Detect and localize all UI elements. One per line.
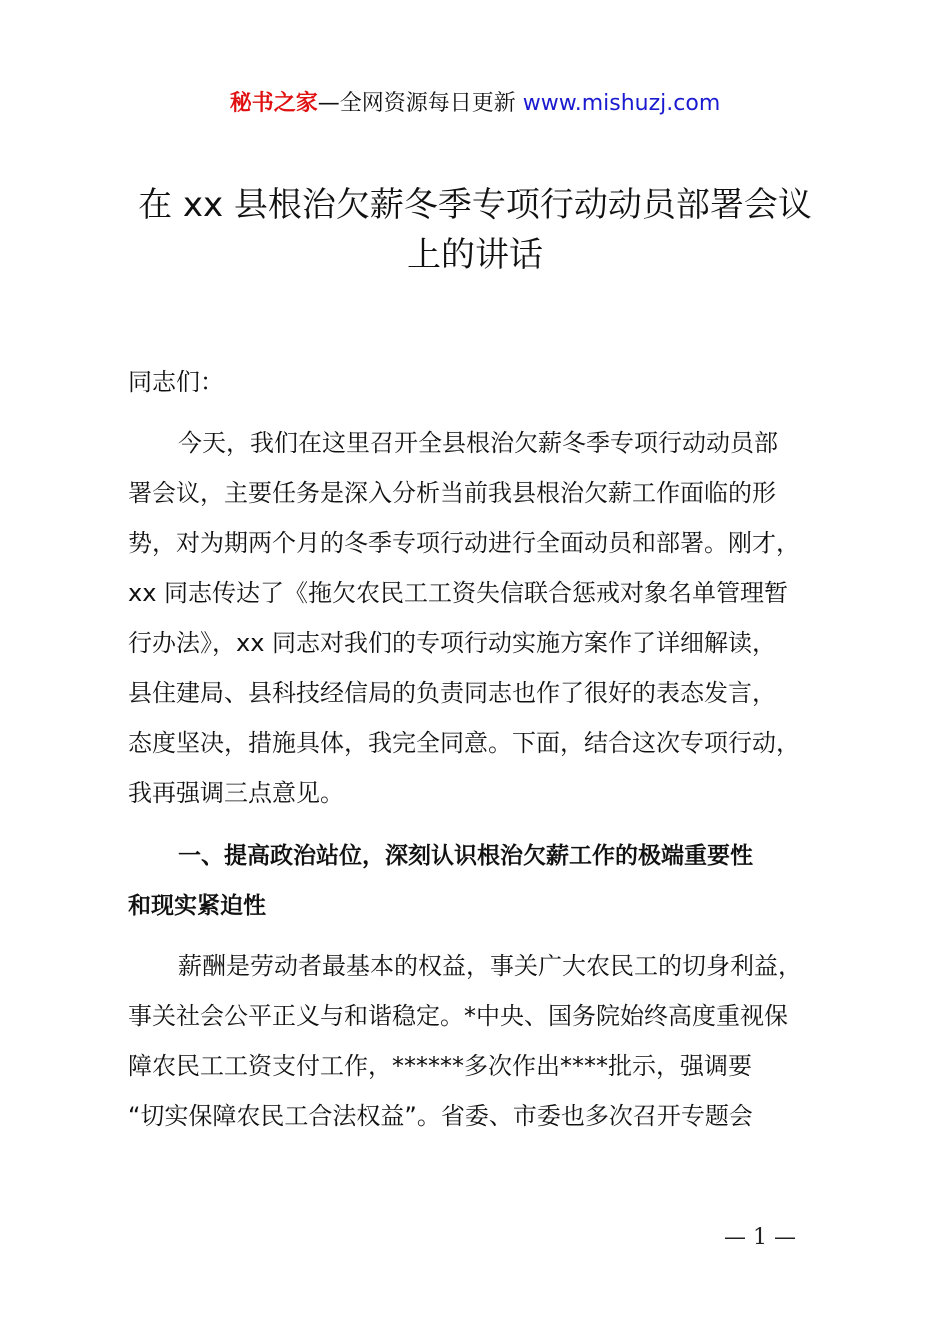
paragraph-line: 障农民工工资支付工作，******多次作出****批示，强调要 bbox=[128, 1052, 752, 1080]
paragraph-line: 署会议，主要任务是深入分析当前我县根治欠薪工作面临的形 bbox=[128, 479, 776, 507]
paragraph-line: 我再强调三点意见。 bbox=[128, 779, 344, 807]
site-url-link[interactable]: www.mishuzj.com bbox=[522, 91, 721, 116]
paragraph-line: xx 同志传达了《拖欠农民工工资失信联合惩戒对象名单管理暂 bbox=[128, 579, 789, 607]
paragraph-line: 势，对为期两个月的冬季专项行动进行全面动员和部署。刚才， bbox=[128, 529, 800, 557]
paragraph-line: 行办法》，xx 同志对我们的专项行动实施方案作了详细解读， bbox=[128, 629, 777, 657]
paragraph-line: 今天，我们在这里召开全县根治欠薪冬季专项行动动员部 bbox=[178, 429, 778, 457]
page-number: — 1 — bbox=[724, 1225, 796, 1250]
site-header-banner bbox=[0, 88, 950, 120]
paragraph-line: 态度坚决，措施具体，我完全同意。下面，结合这次专项行动， bbox=[128, 729, 800, 757]
site-tagline: —全网资源每日更新 bbox=[317, 91, 523, 116]
paragraph-line: “切实保障农民工合法权益”。省委、市委也多次召开专题会 bbox=[128, 1102, 753, 1130]
paragraph-line: 事关社会公平正义与和谐稳定。*中央、国务院始终高度重视保 bbox=[128, 1002, 788, 1030]
document-title-line-1: 在 xx 县根治欠薪冬季专项行动动员部署会议 bbox=[138, 185, 812, 225]
document-title-line-2: 上的讲话 bbox=[407, 235, 543, 275]
salutation: 同志们： bbox=[128, 368, 224, 396]
paragraph-line: 县住建局、县科技经信局的负责同志也作了很好的表态发言， bbox=[128, 679, 776, 707]
site-brand: 秘书之家 bbox=[229, 91, 318, 116]
paragraph-line: 薪酬是劳动者最基本的权益，事关广大农民工的切身利益， bbox=[178, 952, 802, 980]
section-heading-line: 一、提高政治站位，深刻认识根治欠薪工作的极端重要性 bbox=[178, 843, 753, 869]
section-heading-line: 和现实紧迫性 bbox=[128, 893, 266, 919]
